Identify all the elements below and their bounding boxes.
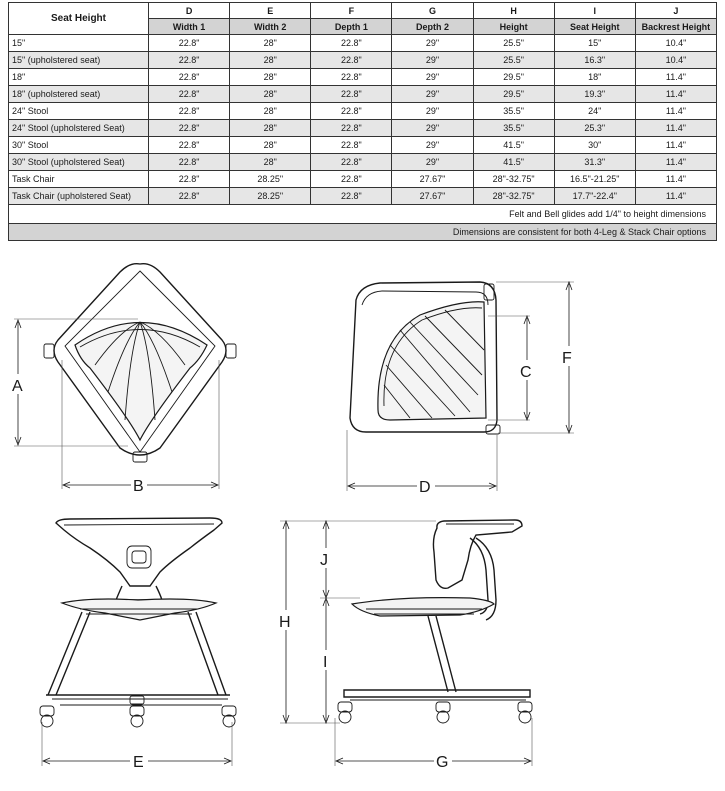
col-header: Depth 1 — [311, 19, 392, 35]
dim-label-g: G — [436, 754, 449, 771]
row-label: 15" — [9, 35, 149, 52]
table-cell: 22.8" — [311, 69, 392, 86]
row-label: 18" — [9, 69, 149, 86]
table-cell: 18" — [554, 69, 635, 86]
table-cell: 22.8" — [311, 171, 392, 188]
table-cell: 22.8" — [311, 35, 392, 52]
table-cell: 22.8" — [311, 52, 392, 69]
table-cell: 22.8" — [149, 86, 230, 103]
table-row — [9, 171, 717, 188]
table-cell: 28" — [230, 137, 311, 154]
table-cell: 28" — [230, 35, 311, 52]
table-cell: 24" — [554, 103, 635, 120]
table-cell: 25.3" — [554, 120, 635, 137]
table-row — [9, 188, 717, 205]
table-cell: 29" — [392, 103, 473, 120]
col-letter: H — [473, 3, 554, 19]
chair-dimension-drawings — [0, 250, 725, 791]
dim-label-e: E — [133, 754, 144, 771]
table-cell: 22.8" — [149, 69, 230, 86]
table-cell: 19.3" — [554, 86, 635, 103]
table-cell: 29" — [392, 137, 473, 154]
col-letter: J — [635, 3, 716, 19]
table-cell: 25.5" — [473, 35, 554, 52]
col-header: Depth 2 — [392, 19, 473, 35]
table-cell: 22.8" — [149, 171, 230, 188]
table-cell: 16.5"-21.25" — [554, 171, 635, 188]
table-cell: 28" — [230, 154, 311, 171]
top-view-side — [347, 282, 578, 496]
col-letter: G — [392, 3, 473, 19]
note-row — [9, 205, 717, 224]
table-row — [9, 86, 717, 103]
table-row — [9, 35, 717, 52]
dim-label-b: B — [133, 478, 144, 495]
table-row — [9, 52, 717, 69]
table-cell: 29" — [392, 52, 473, 69]
table-row — [9, 120, 717, 137]
dim-label-c: C — [520, 364, 532, 381]
table-cell: 25.5" — [473, 52, 554, 69]
table-cell: 22.8" — [149, 35, 230, 52]
table-cell: 22.8" — [311, 103, 392, 120]
table-cell: 22.8" — [149, 154, 230, 171]
dim-label-d: D — [419, 479, 431, 496]
table-cell: 28" — [230, 103, 311, 120]
dim-label-a: A — [12, 378, 23, 395]
table-cell: 27.67" — [392, 188, 473, 205]
col-letter: I — [554, 3, 635, 19]
table-cell: 22.8" — [311, 154, 392, 171]
table-cell: 29" — [392, 120, 473, 137]
col-header: Height — [473, 19, 554, 35]
table-cell: 30" — [554, 137, 635, 154]
table-row — [9, 137, 717, 154]
table-cell: 22.8" — [149, 137, 230, 154]
table-cell: 10.4" — [635, 35, 716, 52]
table-cell: 28" — [230, 86, 311, 103]
top-view-front — [10, 264, 236, 495]
dim-label-h: H — [279, 614, 291, 631]
dim-label-i: I — [323, 654, 328, 671]
table-cell: 28" — [230, 69, 311, 86]
table-cell: 11.4" — [635, 120, 716, 137]
table-cell: 22.8" — [149, 103, 230, 120]
front-view — [40, 518, 236, 771]
table-cell: 29" — [392, 86, 473, 103]
col-letter: D — [149, 3, 230, 19]
table-cell: 22.8" — [311, 86, 392, 103]
row-label: 30" Stool — [9, 137, 149, 154]
table-cell: 41.5" — [473, 137, 554, 154]
table-cell: 22.8" — [149, 52, 230, 69]
dimensions-table — [8, 2, 717, 241]
col-letter: E — [230, 3, 311, 19]
table-cell: 28" — [230, 120, 311, 137]
table-cell: 11.4" — [635, 171, 716, 188]
table-cell: 22.8" — [311, 120, 392, 137]
table-cell: 31.3" — [554, 154, 635, 171]
table-cell: 28.25" — [230, 171, 311, 188]
row-label: Task Chair (upholstered Seat) — [9, 188, 149, 205]
table-cell: 29.5" — [473, 86, 554, 103]
col-letter: F — [311, 3, 392, 19]
table-cell: 22.8" — [311, 188, 392, 205]
table-cell: 29" — [392, 35, 473, 52]
table-cell: 11.4" — [635, 154, 716, 171]
table-row — [9, 69, 717, 86]
table-cell: 41.5" — [473, 154, 554, 171]
table-cell: 28.25" — [230, 188, 311, 205]
seat-height-header: Seat Height — [9, 3, 149, 35]
table-row — [9, 103, 717, 120]
row-label: 30" Stool (upholstered Seat) — [9, 154, 149, 171]
col-header: Seat Height — [554, 19, 635, 35]
table-cell: 17.7"-22.4" — [554, 188, 635, 205]
table-cell: 15" — [554, 35, 635, 52]
table-cell: 11.4" — [635, 69, 716, 86]
table-cell: 11.4" — [635, 188, 716, 205]
table-row — [9, 154, 717, 171]
table-cell: 22.8" — [311, 137, 392, 154]
row-label: 24" Stool (upholstered Seat) — [9, 120, 149, 137]
row-label: 15" (upholstered seat) — [9, 52, 149, 69]
col-header: Width 2 — [230, 19, 311, 35]
dim-label-j: J — [320, 552, 328, 569]
note-row — [9, 224, 717, 241]
table-cell: 35.5" — [473, 103, 554, 120]
table-cell: 29.5" — [473, 69, 554, 86]
table-cell: 28" — [230, 52, 311, 69]
table-cell: 29" — [392, 154, 473, 171]
dim-label-f: F — [562, 350, 572, 367]
row-label: Task Chair — [9, 171, 149, 188]
table-cell: 22.8" — [149, 188, 230, 205]
col-header: Backrest Height — [635, 19, 716, 35]
letter-row — [9, 3, 717, 19]
table-cell: 27.67" — [392, 171, 473, 188]
col-header: Width 1 — [149, 19, 230, 35]
table-cell: 11.4" — [635, 137, 716, 154]
table-cell: 28"-32.75" — [473, 188, 554, 205]
table-cell: 22.8" — [149, 120, 230, 137]
glides-note: Felt and Bell glides add 1/4" to height dimensions — [9, 205, 717, 224]
table-cell: 16.3" — [554, 52, 635, 69]
row-label: 24" Stool — [9, 103, 149, 120]
table-cell: 28"-32.75" — [473, 171, 554, 188]
side-view — [277, 520, 532, 771]
table-cell: 29" — [392, 69, 473, 86]
consistency-note: Dimensions are consistent for both 4-Leg & Stack Chair options — [9, 224, 717, 241]
table-cell: 11.4" — [635, 86, 716, 103]
table-cell: 11.4" — [635, 103, 716, 120]
table-cell: 35.5" — [473, 120, 554, 137]
row-label: 18" (upholstered seat) — [9, 86, 149, 103]
table-cell: 10.4" — [635, 52, 716, 69]
